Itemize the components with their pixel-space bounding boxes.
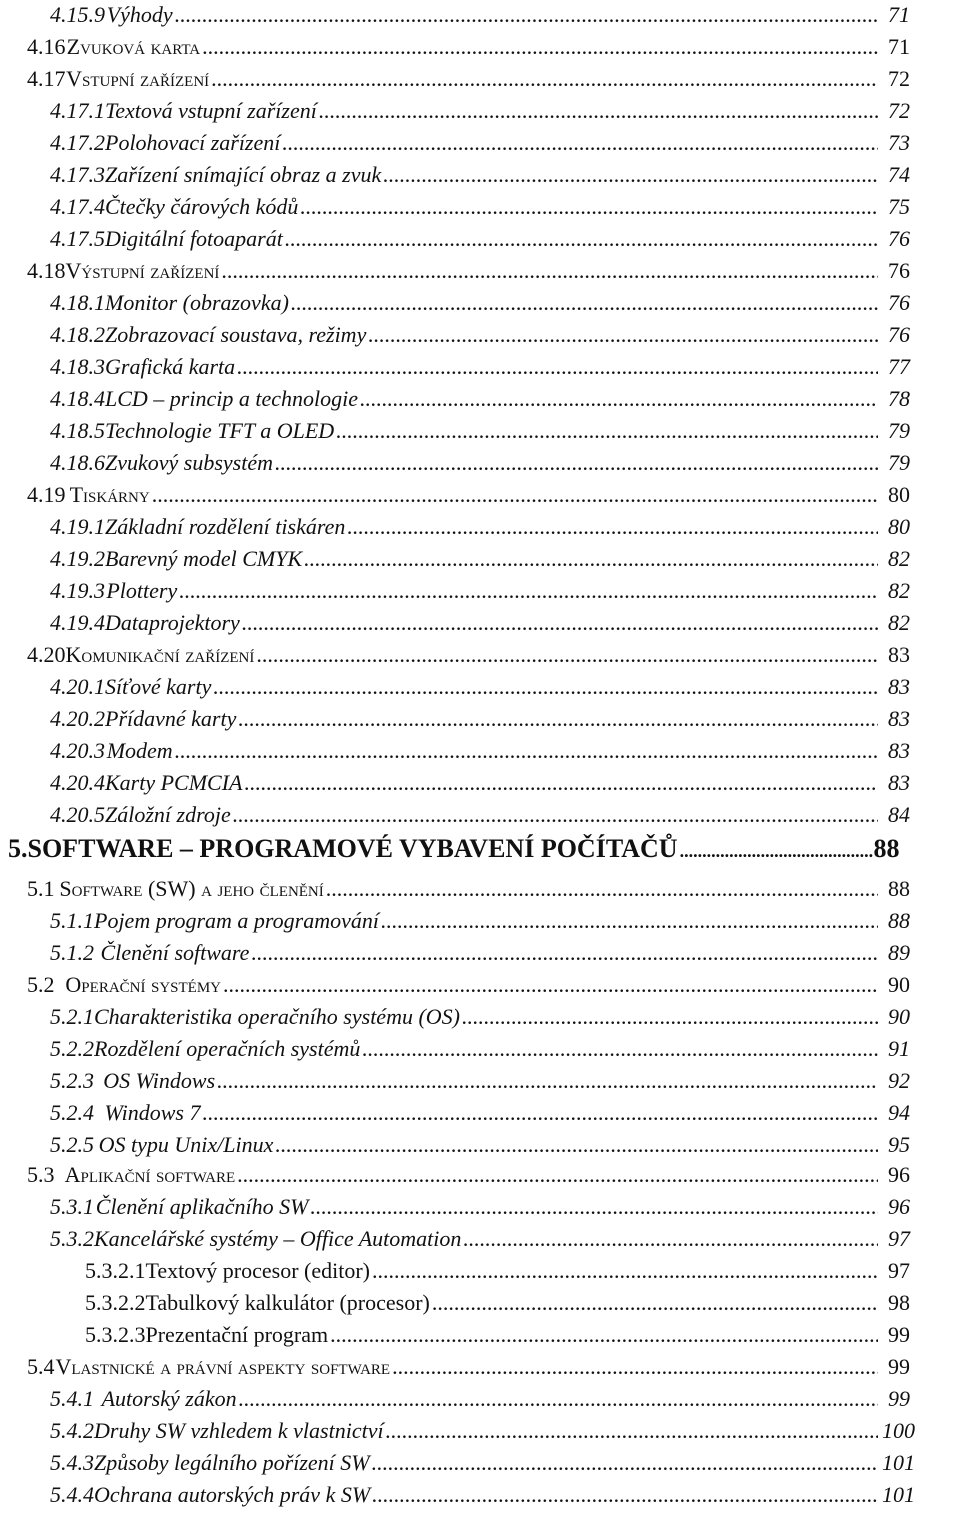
toc-entry-number: 5.2.4 [50,1100,94,1125]
dot-leader [386,1418,878,1444]
toc-entry-title: Textová vstupní zařízení [105,98,317,123]
toc-entry-title: Software (SW) a jeho členění [59,876,324,901]
toc-entry-page: 71 [888,34,910,59]
toc-entry-page: 101 [882,1450,915,1475]
toc-entry-page: 101 [882,1482,915,1507]
toc-entry [50,2,910,34]
toc-entry-number: 4.18 [27,258,66,283]
dot-leader [282,130,878,156]
toc-entry [50,514,910,546]
toc-entry-number: 5.2.3 [50,1068,94,1093]
toc-entry-number: 5.4.3 [50,1450,94,1475]
dot-leader [211,66,878,92]
toc-entry-title: Aplikační software [64,1162,236,1187]
dot-leader [245,770,879,796]
toc-entry-title: Vstupní zařízení [66,66,210,91]
toc-entry-title: Grafická karta [105,354,236,379]
toc-entry-title: Způsoby legálního pořízení SW [94,1450,370,1475]
toc-entry-title: Členění software [100,940,250,965]
toc-entry [27,258,910,290]
dot-leader [238,706,878,732]
toc-entry-page: 99 [888,1354,910,1379]
toc-entry-number: 5.3.2 [50,1226,94,1251]
toc-entry-page: 97 [888,1258,910,1283]
toc-entry-title: Digitální fotoaparát [105,226,283,251]
dot-leader [291,290,878,316]
toc-entry-page: 79 [888,450,910,475]
toc-entry-title: Windows 7 [104,1100,201,1125]
toc-entry-number: 4.17.1 [50,98,105,123]
dot-leader [285,226,878,252]
toc-entry-number: 4.20.4 [50,770,105,795]
toc-entry [50,1068,910,1100]
toc-entry-title: Rozdělení operačních systémů [94,1036,361,1061]
toc-entry-title: Síťové karty [105,674,212,699]
toc-entry-title: Dataprojektory [105,610,240,635]
toc-entry [50,354,910,386]
dot-leader [242,610,878,636]
dot-leader [310,1194,878,1220]
dot-leader [251,940,878,966]
toc-entry-title: Základní rozdělení tiskáren [105,514,346,539]
toc-entry-title: Zvuková karta [66,34,201,59]
toc-entry-number: 4.20.2 [50,706,105,731]
toc-entry [85,1290,910,1322]
dot-leader [217,1068,878,1094]
toc-entry-number: 5. [8,834,28,863]
toc-entry [50,1036,910,1068]
dot-leader [372,1482,878,1508]
toc-entry-title: Barevný model CMYK [105,546,303,571]
toc-entry-title: Druhy SW vzhledem k vlastnictví [94,1418,384,1443]
toc-entry-number: 4.17.3 [50,162,105,187]
dot-leader [319,98,878,124]
toc-entry-page: 76 [888,322,910,347]
toc-entry [50,578,910,610]
toc-entry-page: 88 [873,834,900,863]
toc-entry [27,482,910,514]
toc-entry [50,1386,910,1418]
toc-entry [50,130,910,162]
toc-entry-title: Textový procesor (editor) [145,1258,370,1283]
toc-entry-number: 4.18.2 [50,322,105,347]
toc-entry [50,98,910,130]
dot-leader [300,194,878,220]
toc-entry-page: 73 [888,130,910,155]
dot-leader [347,514,878,540]
toc-entry-page: 78 [888,386,910,411]
toc-entry-title: Pojem program a programování [94,908,379,933]
toc-entry-number: 4.15.9 [50,2,105,27]
toc-entry-page: 76 [888,290,910,315]
toc-entry-page: 92 [888,1068,910,1093]
dot-leader [463,1226,878,1252]
toc-entry-number: 4.18.1 [50,290,105,315]
toc-entry-number: 5.1.1 [50,908,94,933]
toc-entry-page: 88 [888,908,910,933]
dot-leader [383,162,878,188]
toc-entry-number: 5.2.5 [50,1132,94,1157]
toc-entry [50,674,910,706]
dot-leader [256,642,878,668]
toc-entry-title: Modem [106,738,173,763]
toc-entry-title: Polohovací zařízení [105,130,281,155]
toc-entry-number: 4.20.3 [50,738,105,763]
dot-leader [233,802,878,828]
toc-entry-title: Tabulkový kalkulátor (procesor) [145,1290,430,1315]
toc-entry-page: 75 [888,194,910,219]
toc-entry [27,876,910,908]
toc-entry [50,706,910,738]
toc-entry-title: Technologie TFT a OLED [105,418,335,443]
toc-entry-title: Karty PCMCIA [105,770,243,795]
dot-leader [237,354,878,380]
toc-entry-number: 5.3.2.1 [85,1258,146,1283]
toc-entry-number: 5.3 [27,1162,55,1187]
toc-entry-number: 5.4 [27,1354,55,1379]
toc-entry [50,908,910,940]
toc-entry-number: 4.18.3 [50,354,105,379]
toc-entry-number: 4.17.5 [50,226,105,251]
dot-leader [223,972,878,998]
toc-entry-number: 4.17.4 [50,194,105,219]
toc-entry [27,642,910,674]
toc-entry-title: Vlastnické a právní aspekty software [55,1354,391,1379]
toc-entry [50,1194,910,1226]
toc-entry-number: 4.20 [27,642,66,667]
toc-entry [50,1100,910,1132]
dot-leader [368,322,878,348]
toc-entry-number: 4.16 [27,34,66,59]
toc-entry-page: 72 [888,98,910,123]
toc-entry-title: Zařízení snímající obraz a zvuk [105,162,382,187]
dot-leader [362,1036,878,1062]
toc-entry-title: OS typu Unix/Linux [98,1132,274,1157]
toc-entry-number: 5.2.2 [50,1036,94,1061]
toc-entry-number: 4.19.3 [50,578,105,603]
toc-entry [50,940,910,972]
toc-entry [27,1354,910,1386]
toc-entry-number: 4.19.2 [50,546,105,571]
dot-leader [213,674,878,700]
toc-entry-title: Členění aplikačního SW [95,1194,309,1219]
toc-entry-page: 90 [888,1004,910,1029]
dot-leader [152,482,878,508]
toc-entry-title: Autorský zákon [101,1386,237,1411]
toc-entry-title: Zvukový subsystém [105,450,274,475]
toc-entry [50,610,910,642]
toc-entry [50,738,910,770]
toc-entry-number: 5.1.2 [50,940,94,965]
toc-entry-page: 89 [888,940,910,965]
toc-entry-page: 91 [888,1036,910,1061]
dot-leader [360,386,878,412]
toc-entry-title: Plottery [106,578,178,603]
toc-entry-number: 5.4.1 [50,1386,94,1411]
toc-entry-page: 84 [888,802,910,827]
toc-entry-number: 5.3.2.2 [85,1290,146,1315]
toc-entry-number: 5.3.1 [50,1194,94,1219]
toc-entry [50,1226,910,1258]
toc-entry-number: 4.19.4 [50,610,105,635]
toc-entry [27,972,910,1004]
toc-entry [50,418,910,450]
dot-leader [275,450,878,476]
dot-leader [275,1132,878,1158]
toc-entry [50,194,910,226]
dot-leader [372,1258,878,1284]
dot-leader [202,34,878,60]
toc-entry-page: 83 [888,674,910,699]
toc-entry-page: 80 [888,514,910,539]
dot-leader [179,578,878,604]
dot-leader [175,738,878,764]
toc-entry [50,1132,910,1164]
toc-entry-title: Výstupní zařízení [65,258,220,283]
toc-entry [85,1258,910,1290]
toc-entry-page: 83 [888,738,910,763]
dot-leader [462,1004,878,1030]
toc-entry [50,802,910,834]
toc-entry-page: 72 [888,66,910,91]
toc-entry-page: 76 [888,226,910,251]
toc-entry-number: 4.20.5 [50,802,105,827]
toc-entry-page: 97 [888,1226,910,1251]
dot-leader [680,841,874,862]
dot-leader [392,1354,878,1380]
toc-entry-title: Kancelářské systémy – Office Automation [94,1226,462,1251]
toc-entry-title: LCD – princip a technologie [105,386,358,411]
dot-leader [432,1290,878,1316]
dot-leader [326,876,878,902]
dot-leader [237,1162,878,1188]
toc-entry-title: Monitor (obrazovka) [105,290,289,315]
toc-entry-title: Operační systémy [65,972,221,997]
toc-entry [27,1162,910,1194]
toc-entry [85,1322,910,1354]
toc-entry-title: SOFTWARE – PROGRAMOVÉ VYBAVENÍ POČÍTAČŮ [27,834,678,863]
toc-entry-page: 90 [888,972,910,997]
toc-entry [50,322,910,354]
toc-entry-page: 98 [888,1290,910,1315]
dot-leader [336,418,878,444]
dot-leader [304,546,878,572]
toc-entry [50,162,910,194]
toc-entry [27,66,910,98]
toc-entry-page: 99 [888,1386,910,1411]
dot-leader [202,1100,878,1126]
toc-entry-page: 96 [888,1194,910,1219]
dot-leader [239,1386,878,1412]
dot-leader [175,2,878,28]
toc-entry [50,290,910,322]
toc-entry-number: 5.4.2 [50,1418,94,1443]
toc-entry [50,450,910,482]
toc-entry [50,226,910,258]
toc-entry [50,770,910,802]
dot-leader [381,908,878,934]
toc-entry [50,1004,910,1036]
toc-entry-page: 82 [888,578,910,603]
toc-entry-page: 100 [882,1418,915,1443]
toc-entry-page: 88 [888,876,910,901]
toc-entry [50,386,910,418]
toc-entry-title: Tiskárny [69,482,150,507]
toc-entry-number: 4.18.4 [50,386,105,411]
toc-entry-number: 4.17 [27,66,66,91]
dot-leader [221,258,878,284]
dot-leader [330,1322,878,1348]
toc-entry-number: 4.18.6 [50,450,105,475]
toc-entry-number: 4.17.2 [50,130,105,155]
toc-entry-title: Prezentační program [145,1322,329,1347]
toc-entry-title: Čtečky čárových kódů [105,194,299,219]
toc-entry-number: 5.1 [27,876,55,901]
toc-entry-page: 99 [888,1322,910,1347]
toc-entry-page: 74 [888,162,910,187]
toc-entry-page: 82 [888,546,910,571]
toc-entry-page: 95 [888,1132,910,1157]
toc-entry-title: Záložní zdroje [105,802,231,827]
toc-entry-title: Komunikační zařízení [65,642,255,667]
dot-leader [372,1450,878,1476]
toc-entry-number: 4.18.5 [50,418,105,443]
toc-entry-page: 94 [888,1100,910,1125]
toc-entry-title: Výhody [106,2,173,27]
toc-entry-number: 4.20.1 [50,674,105,699]
toc-entry-page: 96 [888,1162,910,1187]
toc-entry-page: 82 [888,610,910,635]
toc-entry [50,546,910,578]
toc-entry-number: 4.19.1 [50,514,105,539]
toc-entry-page: 79 [888,418,910,443]
toc-entry [50,1450,915,1482]
toc-entry-title: Zobrazovací soustava, režimy [105,322,367,347]
toc-entry-number: 4.19 [27,482,66,507]
toc-entry-title: Charakteristika operačního systému (OS) [94,1004,460,1029]
toc-entry-title: Přídavné karty [105,706,237,731]
toc-entry [50,1482,915,1514]
toc-entry-page: 83 [888,706,910,731]
toc-entry-number: 5.2 [27,972,55,997]
toc-entry-page: 77 [888,354,910,379]
toc-entry-number: 5.3.2.3 [85,1322,146,1347]
toc-entry-number: 5.4.4 [50,1482,94,1507]
toc-entry-page: 76 [888,258,910,283]
toc-entry-page: 71 [888,2,910,27]
toc-entry-title: OS Windows [103,1068,216,1093]
toc-entry-title: Ochrana autorských práv k SW [94,1482,371,1507]
toc-entry-page: 83 [888,770,910,795]
toc-entry-page: 80 [888,482,910,507]
toc-entry [50,1418,915,1450]
toc-entry [8,834,900,866]
toc-entry-page: 83 [888,642,910,667]
toc-entry-number: 5.2.1 [50,1004,94,1029]
toc-entry [27,34,910,66]
